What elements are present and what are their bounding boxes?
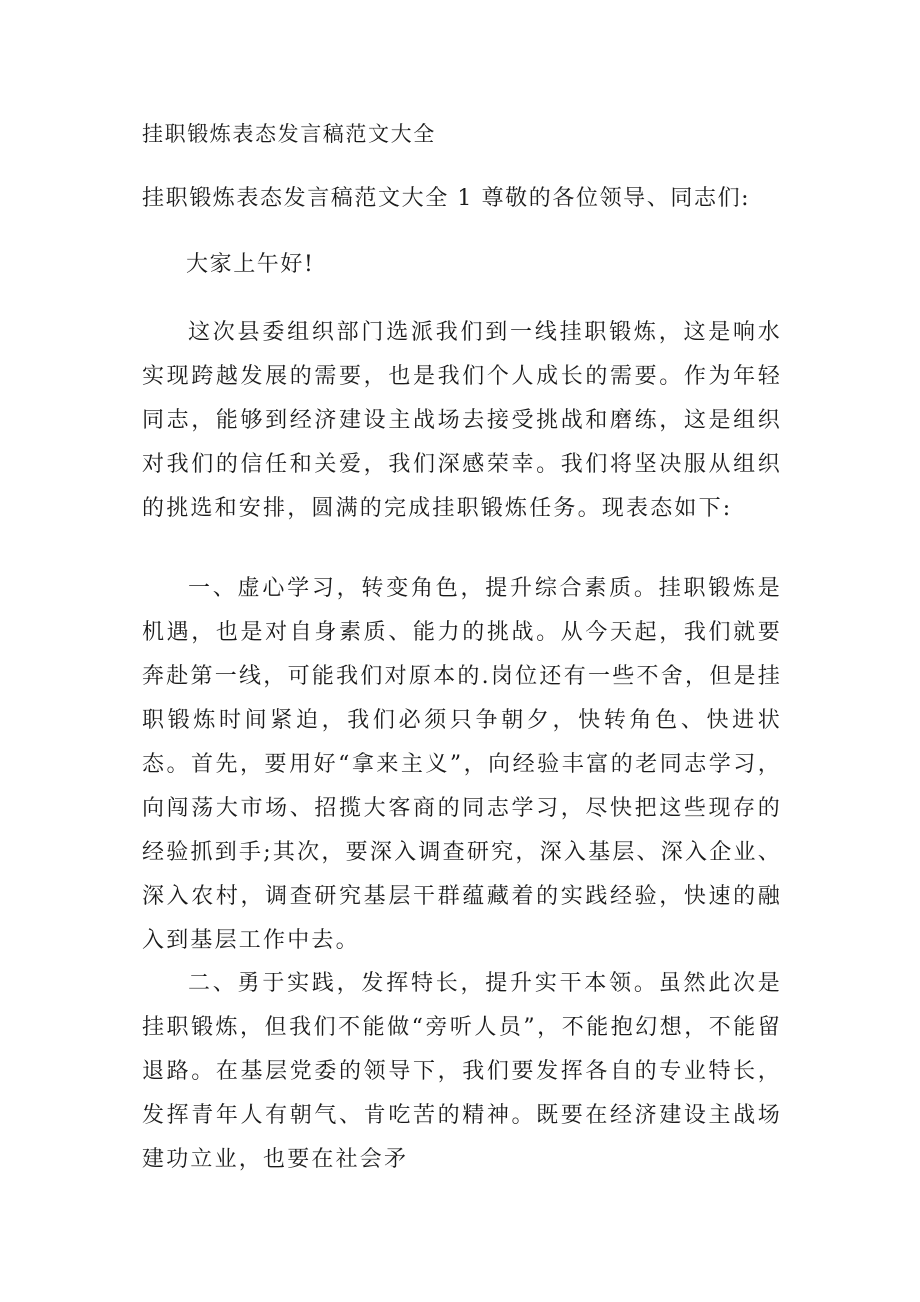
paragraph-point-one: 一、虚心学习，转变角色，提升综合素质。挂职锻炼是机遇，也是对自身素质、能力的挑战。从今天起，我们就要奔赴第一线，可能我们对原本的.岗位还有一些不舍，但是挂职锻炼时间紧迫，我们必须只争朝夕，快转角色、快进状态。首先，要用好“拿来主义”，向经验丰富的老同志学习，向闯荡大市场、招揽大客商的同志学习，尽快把这些现存的经验抓到手;其次，要深入调查研究，深入基层、深入企业、深入农村，调查研究基层干群蕴藏着的实践经验，快速的融入到基层工作中去。 xyxy=(142,576,782,953)
document-title: 挂职锻炼表态发言稿范文大全 xyxy=(142,122,436,146)
document-salute: 大家上午好! xyxy=(186,252,315,277)
paragraph-intro: 这次县委组织部门选派我们到一线挂职锻炼，这是响水实现跨越发展的需要，也是我们个人成长的需要。作为年轻同志，能够到经济建设主战场去接受挑战和磨练，这是组织对我们的信任和关爱，我们深感荣幸。我们将坚决服从组织的挑选和安排，圆满的完成挂职锻炼任务。现表态如下: xyxy=(142,320,782,521)
paragraph-point-two: 二、勇于实践，发挥特长，提升实干本领。虽然此次是挂职锻炼，但我们不能做“旁听人员”，不能抱幻想，不能留退路。在基层党委的领导下，我们要发挥各自的专业特长，发挥青年人有朝气、肯吃苦的精神。既要在经济建设主战场建功立业，也要在社会矛 xyxy=(142,971,782,1172)
document-greeting: 挂职锻炼表态发言稿范文大全 1 尊敬的各位领导、同志们: xyxy=(142,186,751,211)
